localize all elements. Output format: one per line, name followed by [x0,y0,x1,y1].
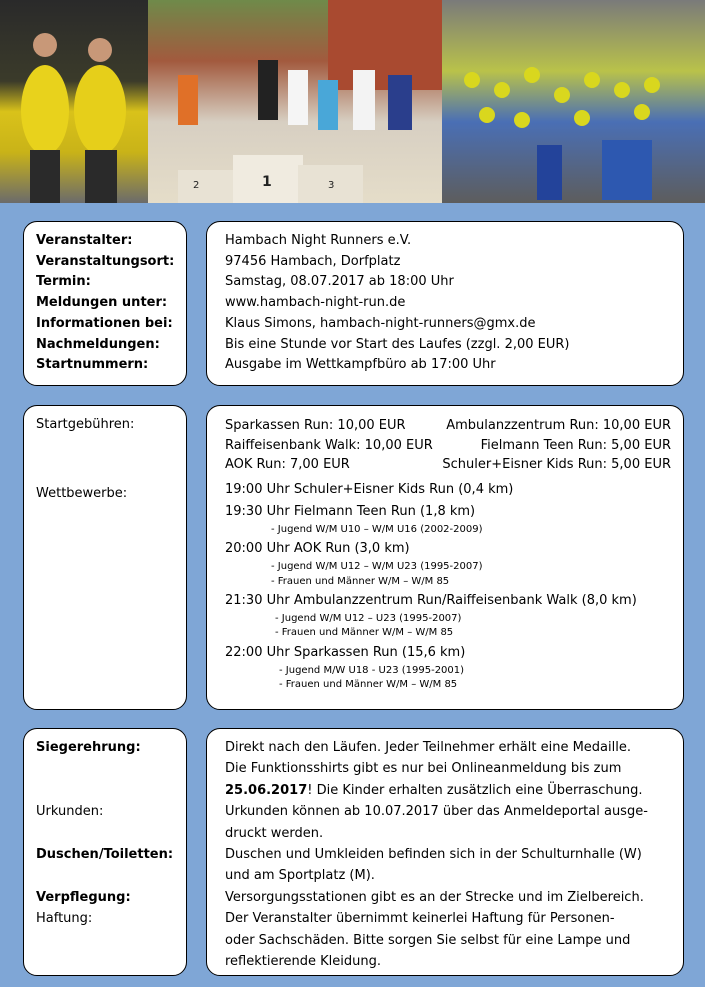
label-veranstaltungsort: Veranstaltungsort: [36,253,175,269]
competition-category: - Frauen und Männer W/M – W/M 85 [275,627,454,639]
siegerehrung-text-3 [225,780,683,801]
value-veranstaltungsort: 97456 Hambach, Dorfplatz [225,253,401,269]
siegerehrung-text-3-rest: ! Die Kinder erhalten zusätzlich eine Überraschung. [307,782,643,798]
bottom-labels-box [23,728,187,976]
competition-category: - Frauen und Männer W/M – W/M 85 [271,575,450,587]
photo-runners-start [442,0,705,203]
fees-labels-box [23,405,187,710]
shirt-deadline-date: 25.06.2017 [225,782,308,798]
siegerehrung-text-1: Direkt nach den Läufen. Jeder Teilnehmer erhält eine Medaille. [225,740,631,755]
label-wettbewerbe: Wettbewerbe: [36,485,128,501]
info-labels-box [23,221,187,386]
fee-row [225,455,671,475]
value-meldungen-url: www.hambach-night-run.de [225,295,406,311]
competition-title: 20:00 Uhr AOK Run (3,0 km) [225,541,410,557]
label-startgebuehren: Startgebühren: [36,417,135,432]
label-startnummern: Startnummern: [36,357,149,373]
urkunden-text-2: druckt werden. [225,825,324,841]
label-meldungen: Meldungen unter: [36,295,168,311]
label-informationen: Informationen bei: [36,315,173,331]
svg-text:2: 2 [193,180,200,191]
value-nachmeldungen: Bis eine Stunde vor Start des Laufes (zzgl. 2,00 EUR) [225,336,570,352]
competition-title: 22:00 Uhr Sparkassen Run (15,6 km) [225,644,466,660]
photo-podium [148,0,442,203]
siegerehrung-text-2: Die Funktionsshirts gibt es nur bei Onlineanmeldung bis zum [225,761,622,777]
haftung-text-2: oder Sachschäden. Bitte sorgen Sie selbst für eine Lampe und [225,932,631,948]
duschen-text-2: und am Sportplatz (M). [225,868,375,884]
fee-row [225,436,671,456]
bottom-values-box [206,728,684,976]
value-startnummern: Ausgabe im Wettkampfbüro ab 17:00 Uhr [225,357,496,373]
fee-aok: AOK Run: 7,00 EUR [225,457,350,472]
fees-values-box [206,405,684,710]
label-duschen: Duschen/Toiletten: [36,847,174,862]
duschen-text-1: Duschen und Umkleiden befinden sich in der Schulturnhalle (W) [225,847,642,863]
competitions-list [225,480,671,693]
haftung-text-3: reflektierende Kleidung. [225,954,382,970]
competition-category: - Jugend W/M U10 – W/M U16 (2002-2009) [271,523,483,535]
competition-category: - Jugend W/M U12 – U23 (1995-2007) [275,612,462,624]
value-veranstalter: Hambach Night Runners e.V. [225,233,412,248]
fee-ambulanzzentrum: Ambulanzzentrum Run: 10,00 EUR [446,418,671,433]
fee-row [225,416,671,436]
competition-title: 19:30 Uhr Fielmann Teen Run (1,8 km) [225,504,476,520]
fee-sparkassen: Sparkassen Run: 10,00 EUR [225,418,406,433]
label-verpflegung: Verpflegung: [36,889,131,905]
label-nachmeldungen: Nachmeldungen: [36,336,160,352]
svg-text:1: 1 [262,174,272,190]
haftung-text-1: Der Veranstalter übernimmt keinerlei Haftung für Personen- [225,911,615,927]
photo-strip [0,0,705,203]
competition-title: 21:30 Uhr Ambulanzzentrum Run/Raiffeisenbank Walk (8,0 km) [225,593,637,609]
label-veranstalter: Veranstalter: [36,233,133,248]
value-termin: Samstag, 08.07.2017 ab 18:00 Uhr [225,274,454,290]
label-termin: Termin: [36,274,91,290]
verpflegung-text: Versorgungsstationen gibt es an der Strecke und im Zielbereich. [225,889,644,905]
svg-text:3: 3 [328,180,335,191]
value-informationen: Klaus Simons, hambach-night-runners@gmx.de [225,315,536,331]
competition-category: - Jugend M/W U18 - U23 (1995-2001) [279,664,465,676]
fee-fielmann: Fielmann Teen Run: 5,00 EUR [480,437,671,453]
photo-walkers [0,0,148,203]
label-urkunden: Urkunden: [36,804,104,820]
label-haftung: Haftung: [36,911,93,927]
urkunden-text-1: Urkunden können ab 10.07.2017 über das Anmeldeportal ausge- [225,804,648,820]
competition-category: - Jugend W/M U12 – W/M U23 (1995-2007) [271,561,483,573]
competition-title: 19:00 Uhr Schuler+Eisner Kids Run (0,4 km) [225,481,514,497]
fee-schuler-eisner: Schuler+Eisner Kids Run: 5,00 EUR [442,457,671,472]
fee-raiffeisenbank: Raiffeisenbank Walk: 10,00 EUR [225,437,433,453]
label-siegerehrung: Siegerehrung: [36,740,141,755]
info-values-box [206,221,684,386]
competition-category: - Frauen und Männer W/M – W/M 85 [279,679,458,691]
